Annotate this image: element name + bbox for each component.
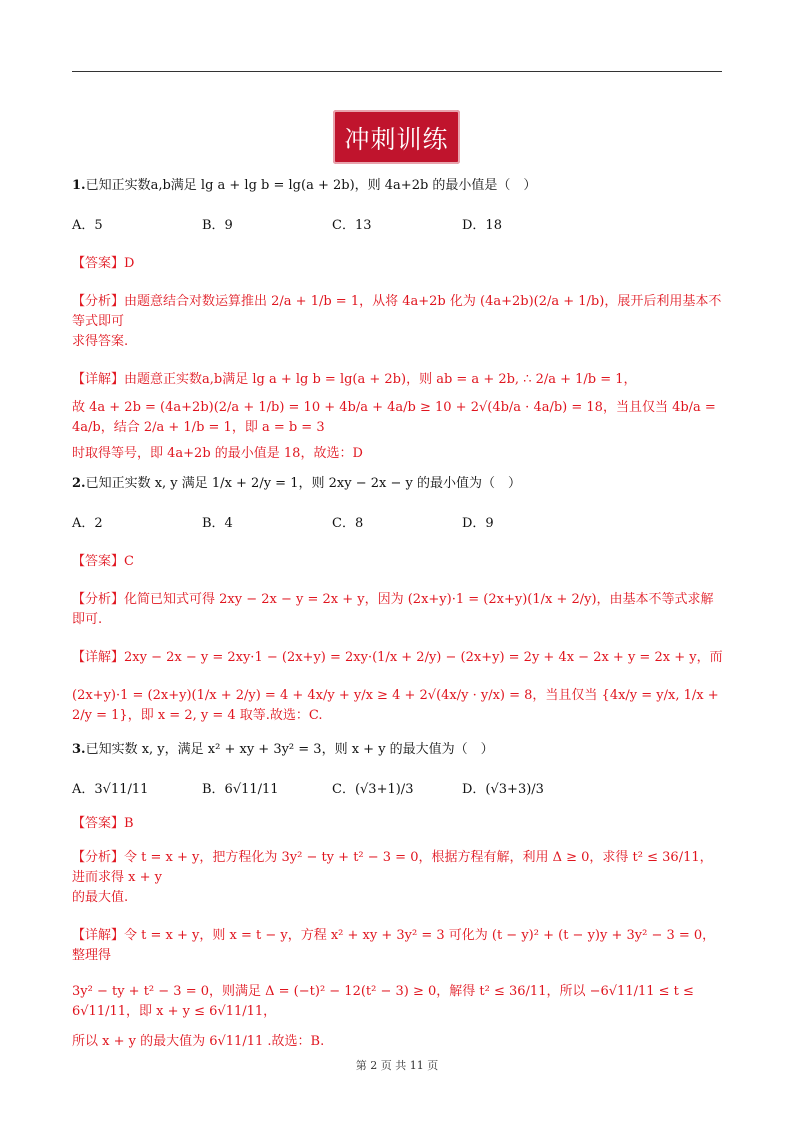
option-d: D．(√3+3)/3 bbox=[462, 782, 544, 797]
problem-1 bbox=[72, 176, 724, 464]
option-c: C．(√3+1)/3 bbox=[332, 782, 414, 797]
option-a: A．5 bbox=[72, 218, 103, 233]
problem-3-stem: 3.已知实数 x, y，满足 x² + xy + 3y² = 3，则 x + y 的最大值为（ ） bbox=[72, 742, 494, 757]
problem-1-stem: 1.已知正实数a,b满足 lg a + lg b = lg(a + 2b)，则 4a+2b 的最小值是（ ） bbox=[72, 178, 537, 193]
option-b: B．6√11/11 bbox=[202, 782, 279, 797]
problem-2-analysis: 【分析】化简已知式可得 2xy − 2x − y = 2x + y，因为 (2x+y)·1 = (2x+y)(1/x + 2/y)，由基本不等式求解即可. bbox=[72, 592, 714, 627]
option-b: B．9 bbox=[202, 218, 233, 233]
option-c: C．13 bbox=[332, 218, 372, 233]
problem-2-options bbox=[72, 514, 724, 534]
option-c: C．8 bbox=[332, 516, 364, 531]
document-body bbox=[72, 176, 724, 1052]
page-footer: 第 2 页 共 11 页 bbox=[355, 1059, 439, 1072]
problem-2 bbox=[72, 474, 724, 726]
problem-3-detail: 【详解】令 t = x + y，则 x = t − y，方程 x² + xy + 3y² = 3 可化为 (t − y)² + (t − y)y + 3y² − 3 = 0，整理得 3y² − ty + t² − 3 = 0，则满足 Δ = (−t)² − 12(t² − 3) ≥ 0，解得 t² ≤ 36/11，所以 −6√11/11 ≤ t ≤ 6√11/11，即 x + y ≤ 6√11/11， 所以 x + y 的最大值为 6√11/11 .故选：B. bbox=[72, 928, 716, 1049]
problem-2-detail: 【详解】2xy − 2x − y = 2xy·1 − (2x+y) = 2xy·(1/x + 2/y) − (2x+y) = 2y + 4x − 2x + y = 2x + y，而 (2x+y)·1 = (2x+y)(1/x + 2/y) = 4 + 4x/y + y/x ≥ 4 + 2√(4x/y · y/x) = 8，当且仅当 {4x/y = y/x, 1/x + 2/y = 1}，即 x = 2, y = 4 取等.故选：C. bbox=[72, 650, 723, 723]
problem-2-stem: 2.已知正实数 x, y 满足 1/x + 2/y = 1，则 2xy − 2x − y 的最小值为（ ） bbox=[72, 476, 521, 491]
problem-3-analysis: 【分析】令 t = x + y，把方程化为 3y² − ty + t² − 3 = 0，根据方程有解，利用 Δ ≥ 0，求得 t² ≤ 36/11，进而求得 x + y 的最大值. bbox=[72, 850, 713, 905]
banner-title: 冲刺训练 bbox=[344, 125, 449, 154]
option-d: D．9 bbox=[462, 516, 494, 531]
problem-3-options bbox=[72, 780, 724, 800]
problem-1-answer: 【答案】D bbox=[72, 256, 135, 271]
option-a: A．3√11/11 bbox=[72, 782, 149, 797]
problem-1-analysis: 【分析】由题意结合对数运算推出 2/a + 1/b = 1，从将 4a+2b 化为 (4a+2b)(2/a + 1/b)，展开后利用基本不等式即可 求得答案. bbox=[72, 294, 722, 349]
problem-2-answer: 【答案】C bbox=[72, 554, 134, 569]
problem-1-options bbox=[72, 216, 724, 236]
option-d: D．18 bbox=[462, 218, 502, 233]
problem-3 bbox=[72, 740, 724, 1052]
header-rule bbox=[72, 71, 722, 72]
section-banner bbox=[333, 110, 460, 164]
problem-1-detail: 【详解】由题意正实数a,b满足 lg a + lg b = lg(a + 2b)，则 ab = a + 2b, ∴ 2/a + 1/b = 1， 故 4a + 2b = (4a+2b)(2/a + 1/b) = 10 + 4b/a + 4a/b ≥ 10 + 2√(4b/a · 4a/b) = 18，当且仅当 4b/a = 4a/b，结合 2/a + 1/b = 1，即 a = b = 3 时取得等号，即 4a+2b 的最小值是 18，故选：D bbox=[72, 372, 716, 461]
option-a: A．2 bbox=[72, 516, 103, 531]
option-b: B．4 bbox=[202, 516, 233, 531]
problem-3-answer: 【答案】B bbox=[72, 816, 134, 831]
